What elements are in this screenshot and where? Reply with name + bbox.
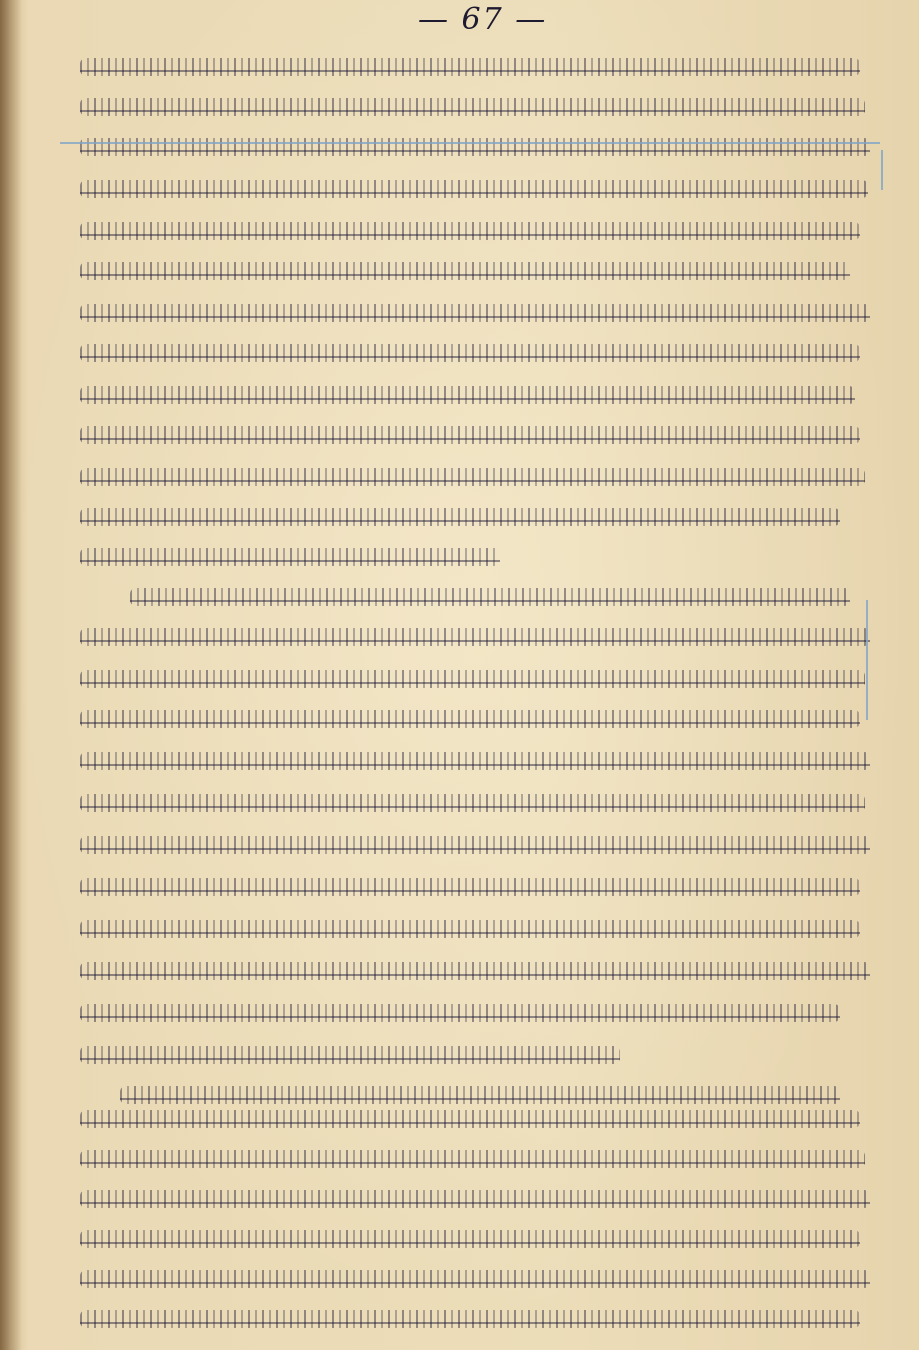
- handwriting-baseline: [80, 1058, 620, 1060]
- handwritten-line-text: [80, 952, 81, 953]
- handwritten-line: [80, 128, 870, 163]
- handwriting-ink: [80, 344, 860, 362]
- blue-pencil-margin-mark: [866, 600, 868, 720]
- handwritten-line-text: [80, 1180, 81, 1181]
- handwritten-line: [80, 868, 860, 903]
- handwriting-ink: [80, 628, 870, 646]
- handwriting-ink: [80, 222, 860, 240]
- handwriting-ink: [80, 920, 860, 938]
- handwritten-line: [80, 910, 860, 945]
- handwritten-line-text: [80, 994, 81, 995]
- handwriting-ink: [80, 794, 865, 812]
- handwriting-baseline: [80, 150, 870, 152]
- handwriting-baseline: [80, 1202, 870, 1204]
- handwriting-baseline: [80, 806, 865, 808]
- handwriting-baseline: [80, 974, 870, 976]
- handwritten-line-text: [80, 1220, 81, 1221]
- handwritten-line: [80, 88, 865, 123]
- handwritten-line-text: [80, 252, 81, 253]
- handwriting-baseline: [130, 600, 850, 602]
- handwritten-line: [80, 1260, 870, 1295]
- handwritten-line: [130, 578, 850, 613]
- handwriting-baseline: [80, 438, 860, 440]
- handwritten-line-text: [80, 376, 81, 377]
- handwriting-baseline: [80, 316, 870, 318]
- handwritten-line: [80, 498, 840, 533]
- handwriting-ink: [80, 752, 870, 770]
- handwriting-baseline: [80, 1282, 870, 1284]
- blue-pencil-margin-mark: [881, 150, 883, 190]
- handwriting-ink: [80, 508, 840, 526]
- handwritten-line-text: [80, 618, 81, 619]
- handwriting-ink: [80, 670, 865, 688]
- handwriting-baseline: [80, 560, 500, 562]
- handwriting-ink: [80, 836, 870, 854]
- handwritten-line-text: [80, 700, 81, 701]
- handwriting-ink: [80, 426, 860, 444]
- handwriting-ink: [80, 548, 500, 566]
- handwritten-line: [80, 700, 860, 735]
- blue-pencil-underline: [60, 142, 880, 144]
- handwriting-baseline: [80, 682, 865, 684]
- handwriting-ink: [130, 588, 850, 606]
- handwritten-line-text: [80, 742, 81, 743]
- handwriting-baseline: [80, 848, 870, 850]
- handwritten-line-text: [80, 1300, 81, 1301]
- handwriting-baseline: [80, 764, 870, 766]
- handwritten-line: [80, 334, 860, 369]
- handwritten-line-text: [80, 458, 81, 459]
- handwriting-baseline: [80, 274, 850, 276]
- handwritten-line: [80, 170, 868, 205]
- handwritten-line-text: [80, 334, 81, 335]
- handwritten-line-text: [80, 128, 81, 129]
- handwritten-line-text: [80, 88, 81, 89]
- handwritten-line: [80, 458, 865, 493]
- handwriting-baseline: [80, 356, 860, 358]
- page-number: — 67 —: [418, 2, 548, 37]
- handwriting-ink: [80, 1004, 840, 1022]
- handwritten-line-text: [80, 416, 81, 417]
- handwritten-line-text: [80, 826, 81, 827]
- handwriting-ink: [80, 262, 850, 280]
- handwritten-line-text: [80, 868, 81, 869]
- handwritten-line: [80, 212, 860, 247]
- handwriting-baseline: [80, 1122, 860, 1124]
- handwriting-ink: [80, 180, 868, 198]
- handwriting-ink: [80, 138, 870, 156]
- handwriting-ink: [80, 710, 860, 728]
- handwritten-line-text: [80, 48, 81, 49]
- handwriting-baseline: [80, 640, 870, 642]
- handwriting-baseline: [80, 1322, 860, 1324]
- handwritten-line-text: [80, 910, 81, 911]
- handwritten-line-text: [80, 170, 81, 171]
- handwriting-ink: [80, 1046, 620, 1064]
- handwritten-line: [80, 784, 865, 819]
- handwritten-line-text: [80, 1260, 81, 1261]
- handwritten-line: [80, 1140, 865, 1175]
- handwriting-baseline: [80, 70, 860, 72]
- handwritten-line-text: [120, 1076, 121, 1077]
- handwriting-ink: [80, 1150, 865, 1168]
- handwriting-ink: [80, 1110, 860, 1128]
- handwritten-line-text: [80, 294, 81, 295]
- handwriting-ink: [80, 98, 865, 116]
- handwriting-baseline: [80, 1242, 860, 1244]
- handwriting-ink: [80, 962, 870, 980]
- handwritten-line: [80, 48, 860, 83]
- handwritten-line-text: [80, 538, 81, 539]
- handwritten-line: [80, 994, 840, 1029]
- handwritten-line-text: [130, 578, 131, 579]
- handwritten-line: [80, 294, 870, 329]
- handwritten-line: [80, 252, 850, 287]
- handwritten-line-text: [80, 1140, 81, 1141]
- handwriting-baseline: [80, 1016, 840, 1018]
- handwriting-baseline: [80, 192, 868, 194]
- handwriting-ink: [80, 386, 855, 404]
- handwriting-baseline: [80, 722, 860, 724]
- handwriting-ink: [80, 1310, 860, 1328]
- handwritten-line: [80, 376, 855, 411]
- handwriting-baseline: [80, 398, 855, 400]
- handwritten-line: [80, 660, 865, 695]
- handwritten-line-text: [80, 498, 81, 499]
- handwriting-ink: [80, 304, 870, 322]
- handwriting-baseline: [80, 890, 860, 892]
- handwritten-line-text: [80, 660, 81, 661]
- handwriting-baseline: [80, 520, 840, 522]
- handwritten-line: [80, 1180, 870, 1215]
- handwriting-baseline: [80, 110, 865, 112]
- handwritten-line: [80, 742, 870, 777]
- handwriting-baseline: [80, 1162, 865, 1164]
- handwritten-line-text: [80, 1100, 81, 1101]
- handwritten-line: [80, 1036, 620, 1071]
- handwritten-line: [80, 826, 870, 861]
- handwritten-line: [80, 618, 870, 653]
- handwriting-baseline: [80, 234, 860, 236]
- page-edge-shadow: [0, 0, 22, 1350]
- handwriting-ink: [80, 468, 865, 486]
- handwritten-line: [80, 1100, 860, 1135]
- handwriting-ink: [80, 878, 860, 896]
- handwritten-line-text: [80, 1036, 81, 1037]
- handwriting-ink: [80, 1270, 870, 1288]
- handwriting-ink: [80, 1190, 870, 1208]
- handwriting-ink: [80, 1230, 860, 1248]
- handwritten-line: [80, 416, 860, 451]
- handwritten-line: [80, 1300, 860, 1335]
- handwritten-line-text: [80, 212, 81, 213]
- handwritten-line-text: [80, 784, 81, 785]
- handwriting-baseline: [80, 480, 865, 482]
- handwritten-line: [80, 952, 870, 987]
- handwriting-ink: [80, 58, 860, 76]
- handwritten-line: [80, 1220, 860, 1255]
- handwriting-baseline: [80, 932, 860, 934]
- handwritten-line: [80, 538, 500, 573]
